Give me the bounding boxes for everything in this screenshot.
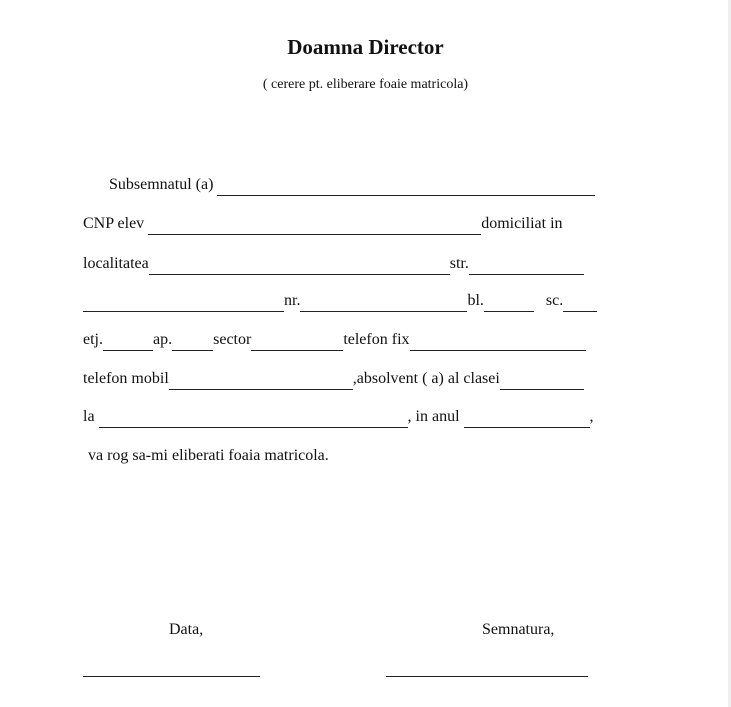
label-etj: etj. bbox=[83, 331, 103, 348]
label-str: str. bbox=[449, 255, 469, 272]
label-subsemnatul: Subsemnatul (a) bbox=[109, 176, 214, 193]
label-telefon-mobil: telefon mobil bbox=[83, 370, 169, 387]
blank-telefon-fix[interactable] bbox=[410, 334, 586, 351]
signature-label: Semnatura, bbox=[482, 621, 555, 638]
label-domiciliat-in: domiciliat in bbox=[481, 215, 563, 232]
blank-scoala[interactable] bbox=[99, 411, 408, 428]
blank-sector[interactable] bbox=[251, 334, 343, 351]
line-subsemnatul bbox=[109, 174, 595, 196]
label-localitatea: localitatea bbox=[83, 255, 149, 272]
document-subtitle: ( cerere pt. eliberare foaie matricola) bbox=[262, 77, 469, 92]
date-label: Data, bbox=[169, 621, 204, 638]
line-cnp bbox=[83, 213, 563, 235]
blank-name[interactable] bbox=[217, 179, 595, 196]
signature-blank[interactable] bbox=[386, 676, 588, 677]
label-sc: sc. bbox=[545, 292, 564, 309]
label-la: la bbox=[83, 408, 95, 425]
label-telefon-fix: telefon fix bbox=[343, 331, 410, 348]
blank-nr[interactable] bbox=[300, 295, 467, 312]
label-absolvent: ,absolvent ( a) al clasei bbox=[352, 370, 500, 387]
document-title: Doamna Director bbox=[287, 35, 444, 59]
line-telefon-mobil bbox=[83, 368, 584, 390]
label-comma: , bbox=[589, 408, 594, 425]
line-la bbox=[83, 406, 594, 428]
date-blank[interactable] bbox=[83, 676, 260, 677]
blank-cnp[interactable] bbox=[148, 218, 481, 235]
label-ap: ap. bbox=[153, 331, 173, 348]
request-text: va rog sa-mi eliberati foaia matricola. bbox=[88, 447, 329, 464]
blank-bl[interactable] bbox=[484, 295, 534, 312]
blank-etj[interactable] bbox=[103, 334, 153, 351]
label-sector: sector bbox=[213, 331, 252, 348]
label-cnp-elev: CNP elev bbox=[83, 215, 145, 232]
blank-strada[interactable] bbox=[469, 258, 584, 275]
line-request bbox=[88, 445, 329, 467]
blank-anul[interactable] bbox=[464, 411, 590, 428]
label-in-anul: , in anul bbox=[407, 408, 460, 425]
line-etj bbox=[83, 329, 586, 351]
blank-localitatea[interactable] bbox=[149, 258, 450, 275]
line-address bbox=[83, 290, 597, 312]
blank-ap[interactable] bbox=[172, 334, 213, 351]
label-bl: bl. bbox=[467, 292, 484, 309]
blank-sc[interactable] bbox=[563, 295, 597, 312]
blank-telefon-mobil[interactable] bbox=[169, 373, 353, 390]
blank-address[interactable] bbox=[83, 295, 284, 312]
blank-clasa[interactable] bbox=[500, 373, 584, 390]
line-localitatea bbox=[83, 253, 584, 275]
label-nr: nr. bbox=[284, 292, 301, 309]
